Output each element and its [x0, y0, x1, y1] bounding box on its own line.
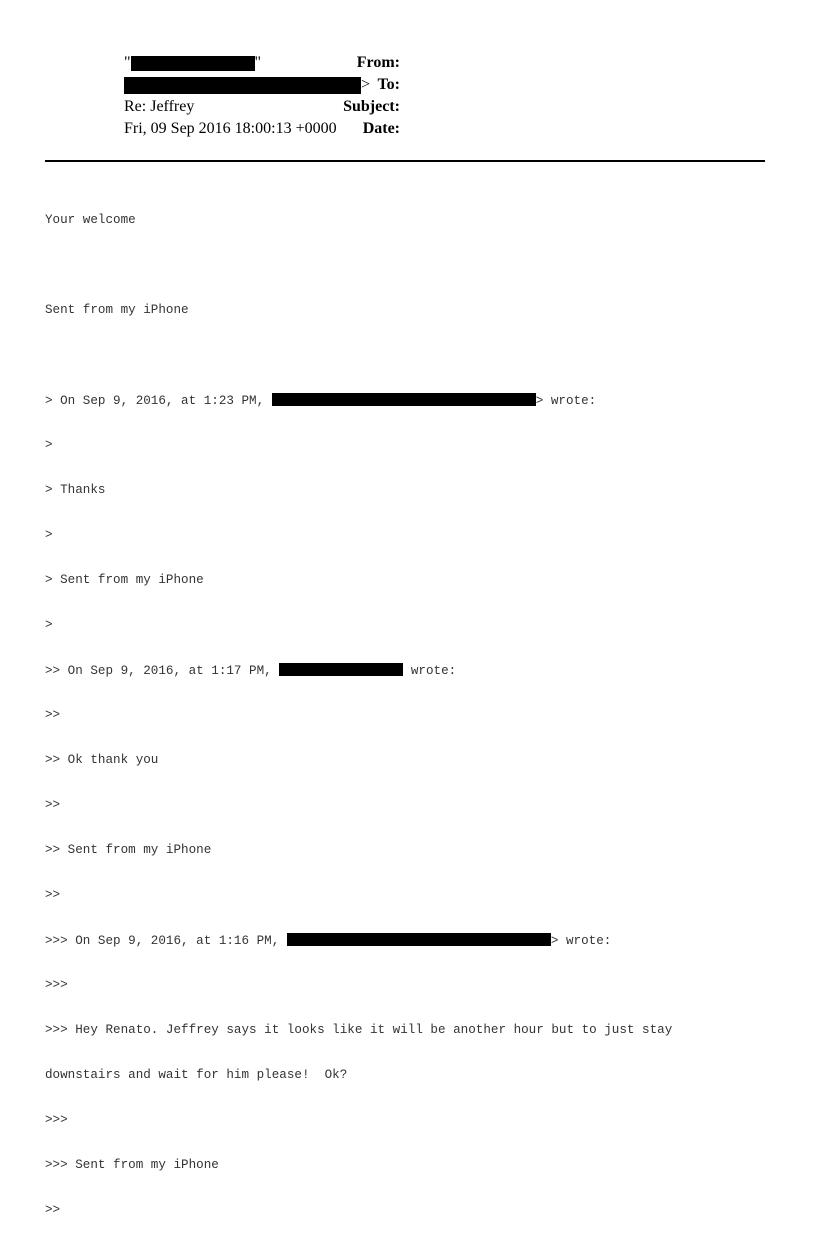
- quote-header-prefix: > On Sep 9, 2016, at 1:23 PM,: [45, 394, 272, 408]
- redaction-block: [287, 933, 551, 946]
- subject-row: [0, 96, 400, 118]
- quote-line: >>>: [45, 1113, 68, 1127]
- quote-line: >>> Sent from my iPhone: [45, 1158, 219, 1172]
- redaction-block: [124, 77, 361, 94]
- quote-line: >>: [45, 708, 61, 722]
- quote-header-prefix: >> On Sep 9, 2016, at 1:17 PM,: [45, 664, 280, 678]
- from-row: [0, 52, 400, 74]
- quote-line: > Sent from my iPhone: [45, 573, 204, 587]
- to-label: To:: [377, 76, 400, 93]
- quote-header-suffix: > wrote:: [550, 934, 612, 948]
- quote-line: > Thanks: [45, 483, 106, 497]
- from-quote-close: ": [254, 54, 262, 71]
- quote-line: >>: [45, 1203, 61, 1217]
- body-line: Sent from my iPhone: [45, 303, 189, 317]
- to-value: [124, 74, 370, 96]
- quote-line: >>> Hey Renato. Jeffrey says it looks like it will be another hour but to just stay: [45, 1023, 673, 1037]
- quote-line: >> Sent from my iPhone: [45, 843, 212, 857]
- body-line: Your welcome: [45, 213, 136, 227]
- header-divider: [45, 160, 765, 162]
- quote-line: >>: [45, 798, 61, 812]
- blank-line: [45, 348, 672, 363]
- quote-header-line: [45, 393, 672, 408]
- subject-label: Subject:: [343, 98, 400, 115]
- date-row: [0, 118, 400, 140]
- redaction-block: [131, 56, 255, 71]
- subject-value: Re: Jeffrey: [124, 98, 195, 115]
- quote-header-line: [45, 933, 672, 948]
- quote-line: >: [45, 618, 53, 632]
- date-label: Date:: [362, 120, 400, 137]
- quote-line: downstairs and wait for him please! Ok?: [45, 1068, 348, 1082]
- date-value: Fri, 09 Sep 2016 18:00:13 +0000: [124, 120, 337, 137]
- email-body: [45, 183, 672, 1233]
- to-suffix: >: [361, 76, 371, 93]
- redaction-block: [279, 663, 403, 676]
- to-row: [0, 74, 400, 96]
- quote-header-line: [45, 663, 672, 678]
- from-label: From:: [356, 54, 400, 71]
- from-value: [124, 52, 261, 74]
- quote-header-suffix: > wrote:: [535, 394, 597, 408]
- quote-header-suffix: wrote:: [403, 664, 457, 678]
- blank-line: [45, 258, 672, 273]
- quote-line: >>: [45, 888, 61, 902]
- quote-line: >>>: [45, 978, 68, 992]
- from-quote-open: ": [124, 54, 131, 71]
- redaction-block: [272, 393, 536, 406]
- quote-header-prefix: >>> On Sep 9, 2016, at 1:16 PM,: [45, 934, 287, 948]
- quote-line: >: [45, 528, 53, 542]
- quote-line: >: [45, 438, 53, 452]
- quote-line: >> Ok thank you: [45, 753, 159, 767]
